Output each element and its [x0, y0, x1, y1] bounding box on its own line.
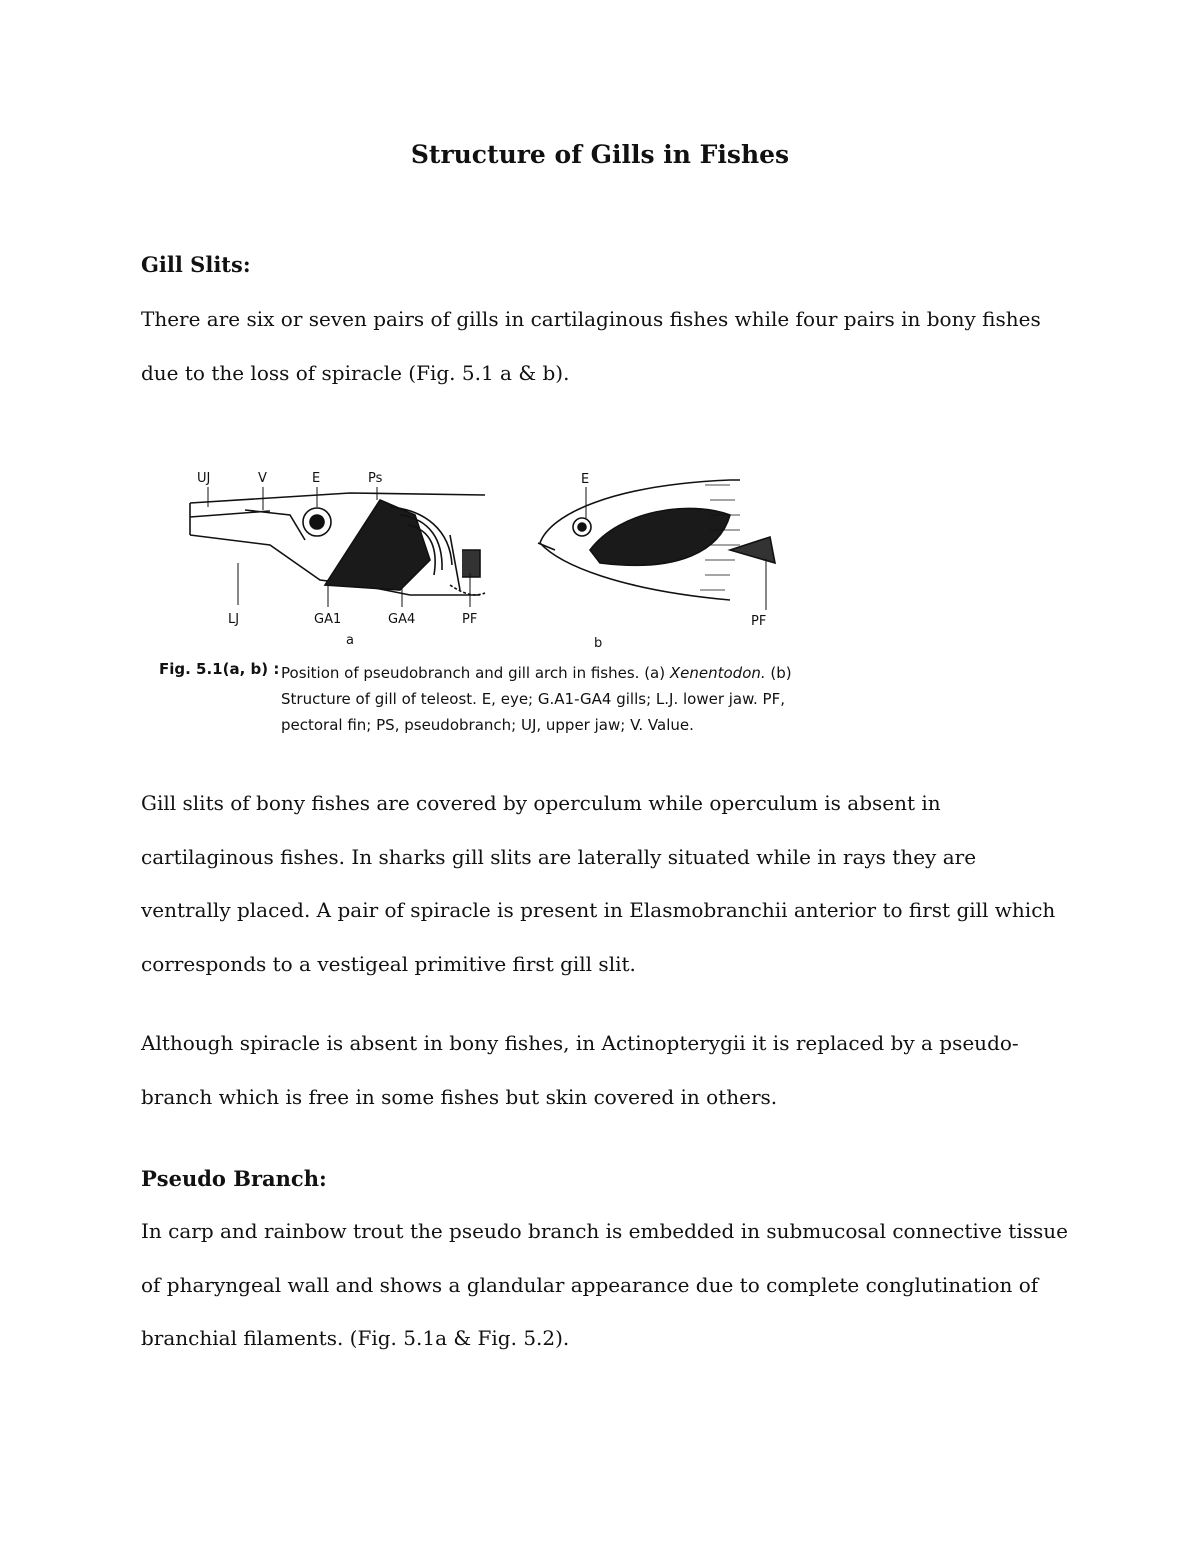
label-panel-b: b [594, 636, 603, 651]
label-lj: LJ [228, 612, 240, 627]
caption-part-2: (b) Structure of gill of teleost. E, eye; G.A1-GA4 gills; L.J. lower jaw. PF, pectoral fin; PS, pseudobranch; UJ, upper jaw; V. Value. [281, 664, 792, 734]
paragraph-pseudo-branch: In carp and rainbow trout the pseudo branch is embedded in submucosal connective tissue of pharyngeal wall and shows a glandular appearance due to complete conglutination of branchial filaments. (Fig. 5.1a & Fig. 5.2). [141, 1219, 1068, 1350]
label-ps: Ps [368, 471, 383, 486]
label-ga4: GA4 [388, 612, 416, 627]
page-title: Structure of Gills in Fishes [410, 140, 790, 169]
label-ga1: GA1 [314, 612, 342, 627]
label-v: V [258, 471, 267, 486]
label-panel-a: a [346, 633, 354, 648]
paragraph-spiracle: Although spiracle is absent in bony fishes, in Actinopterygii it is replaced by a pseudo-branch which is free in some fishes but skin covered in others. [141, 1031, 1019, 1109]
label-e-b: E [581, 472, 590, 487]
label-uj: UJ [197, 471, 211, 486]
figure-caption-label: Fig. 5.1(a, b) : [159, 660, 280, 678]
heading-gill-slits: Gill Slits: [141, 252, 251, 277]
paragraph-gill-slits-operculum: Gill slits of bony fishes are covered by operculum while operculum is absent in cartilaginous fishes. In sharks gill slits are laterally situated while in rays they are ventrally placed. A pair of spiracle is present in Elasmobranchii anterior to first gill which corresponds to a vestigeal primitive first gill slit. [141, 791, 1056, 976]
heading-pseudo-branch: Pseudo Branch: [141, 1166, 327, 1191]
paragraph-gill-slits-intro: There are six or seven pairs of gills in cartilaginous fishes while four pairs in bony fishes due to the loss of spiracle (Fig. 5.1 a & b). [141, 307, 1041, 385]
gill-diagram [150, 455, 830, 655]
label-pf-b: PF [751, 614, 767, 629]
figure-caption [281, 660, 841, 738]
panel-a-leaders [208, 487, 470, 607]
caption-genus: Xenentodon. [669, 664, 766, 682]
figure-5-1 [150, 455, 830, 745]
label-pf-a: PF [462, 612, 478, 627]
panel-a-drawing [190, 493, 485, 595]
panel-b-drawing [538, 480, 775, 600]
caption-part-1: Position of pseudobranch and gill arch in fishes. (a) [281, 664, 670, 682]
label-e-a: E [312, 471, 321, 486]
